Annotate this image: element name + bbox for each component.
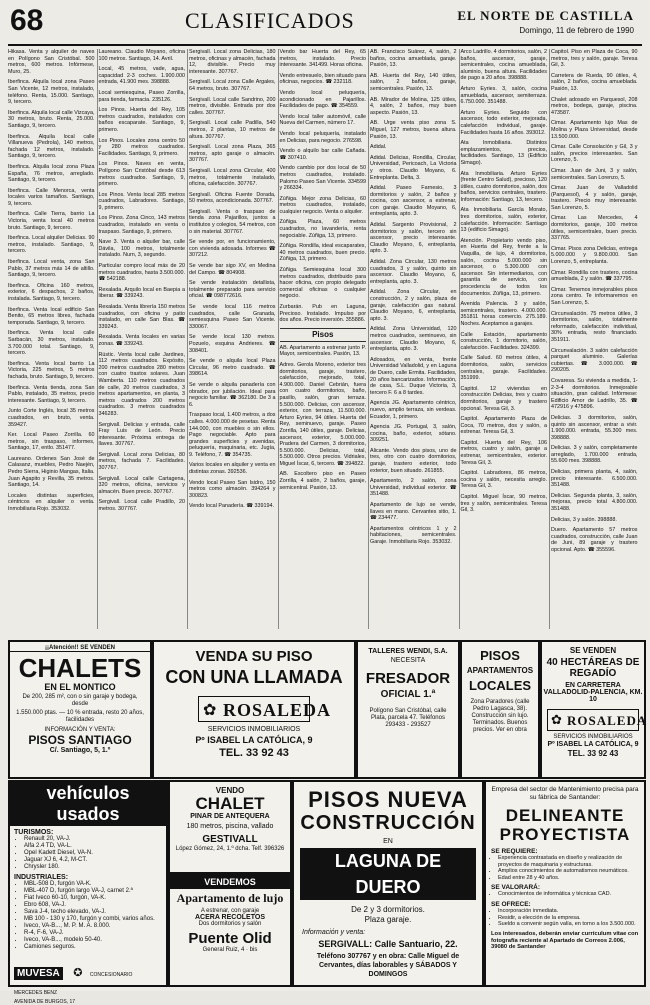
- classified-ad: Local semiesquina, Paseo Zorrilla, para tienda, farmacia. 235126.: [98, 89, 185, 103]
- classified-ad: Se vende local 130 metros. Pozuelo, esquina Andrieres. ☎ 308401.: [189, 334, 276, 354]
- delineante-requirements: [486, 855, 644, 881]
- classified-ad: Adidal. Delicias, Rondilla, Circular, Universidad, Pericoach, La Victoria y otros. Claudio Moyano, 6. Entreplanta. Delta, 3.: [370, 154, 457, 181]
- muvesa-footer: [14, 963, 162, 1005]
- classified-ad: Se vende por, en funcionamiento, con vivienda adosada. Informes ☎ 307212.: [189, 239, 276, 259]
- turismo-item: • Renault 20, VA-J.: [24, 836, 162, 843]
- column-separator: [187, 49, 188, 629]
- classified-ad: Agencia JG. Portugal, 3, salón, cocina, baño, exterior, sótano. 309251.: [370, 424, 457, 444]
- industrial-item: • Fiat Iveco 60-10, furgón, VA-K.: [24, 895, 162, 902]
- classified-ad: Zúñiga. Rondilla, ideal escaparates, 40 metros cuadrados, buen precio. Zúñiga, 13, primero.: [279, 243, 366, 263]
- classified-ad: Cimar. Rondilla con trastero, cocina amueblada, 2 y salón. ☎ 337795.: [551, 269, 638, 283]
- ad-lag-l6: Plaza garaje.: [364, 915, 412, 924]
- industrial-item: • Ebro 608, VA-J.: [24, 902, 162, 909]
- rosaleda-logo-icon: ✿: [203, 702, 217, 719]
- valued-item: • Conocimientos de informática y técnicas CAD.: [498, 891, 639, 898]
- classified-ad: Cimar. Pisos zona Delicias, entrega 5.000.000 y 9.800.000. San Lorenzo, 5, entreplanta.: [551, 245, 638, 266]
- ad-chalets-title: CHALETS: [18, 653, 142, 683]
- classified-ad: Capitol. Labradores, 86 metros, cocina y salón, necesita arreglo. Teresa Gil, 3.: [460, 470, 547, 490]
- ad-veh-tur-h: TURISMOS:: [14, 829, 54, 836]
- classified-ad: Iberfinca. Calle Menorca, venta locales varios tamaños. Santiago, 9, tercero.: [8, 187, 95, 207]
- ad-vehiculos: [8, 780, 168, 1005]
- classified-column-1: [8, 49, 95, 629]
- section-title: CLASIFICADOS: [185, 8, 355, 33]
- ad-pl-l4: Zona Paradores (calle Pedro Lagasca, 38). Construcción sin lujo. Terminados. Buenos precios. Ver en obra: [470, 699, 530, 733]
- classified-ad: Carretera de Rueda, 90 útiles, 4, salón, 2 baños, cocina amueblada. Pasión, 13.: [551, 72, 638, 92]
- ad-lujo-l5: Dos dormitorios y salón: [198, 921, 262, 927]
- classified-ad: Zúñiga. Mejor zona Delicias, 60 metros cuadrados, instalado, cualquier negocio. Venta o alquiler.: [279, 195, 366, 215]
- classified-ad: Adidal.: [370, 144, 387, 151]
- ad-chalets-l2: 1.550.000 ptas. — 10 % entrada, resto 20 años, facilidades: [16, 710, 144, 723]
- ad-chalets-l4: PISOS SANTIAGO: [28, 733, 132, 747]
- classified-ad: Sergivall. Local zona Delicias, 180 metros, oficinas y almacén, fachada 12, divisible. Precio muy interesante. 307767.: [189, 49, 276, 75]
- ad-talleres-l3: FRESADOR: [365, 670, 451, 687]
- classified-ad: Calle Salud. 60 metros útiles, 4 dormitorios, salón, servicios centrales, garaje. Facilidades. 351999.: [460, 355, 547, 382]
- header-rule: [8, 44, 642, 46]
- classified-column-5: [370, 49, 457, 629]
- classified-ad: Iberfinca. Alquila local calle Vizcaya, 30 metros, bruto. Renta, 25.000. Santiago, 9, tercero.: [8, 109, 95, 129]
- delineante-valued: [486, 891, 644, 898]
- classified-ad: Los Pinos. Naves en venta, Polígono San Cristóbal desde 613 metros cuadrados. Santiago, 9, primero.: [98, 161, 185, 188]
- ad-del-l3: SE REQUIERE:: [491, 848, 538, 855]
- classified-ad: Vendo local Panadería. ☎ 339194.: [189, 503, 274, 510]
- classified-ad: AB. Escoltero piso en Paseo Zorrilla, 4 salón, 2 baños, garaje, semicentral. Pasión, 13.: [279, 471, 366, 491]
- industrial-item: • MBL-407 D, furgón largo VA-J, carnet 2.ª: [24, 888, 162, 895]
- classified-ad: Iberfinca. Venta local edificio San Benito, 65 metros libres, fachada temporada. Santiago, 9, tercero.: [8, 306, 95, 326]
- classified-ad: Duero. Apartamento 57 metros cuadrados, construcción, calle Juan de Juni, 89 garaje y trastero opcional. Apto. ☎ 355596.: [551, 527, 638, 553]
- classified-ad: Adidal. Zona Circular, en construcción, 2 y salón, plaza de garaje, calefacción gas natural. Claudio Moyano, 6, entreplanta, apto. 3.: [370, 289, 457, 322]
- ad-veh-addr: AVENIDA DE BURGOS, 17: [14, 999, 76, 1005]
- ad-lujo-l1: VENDEMOS: [170, 876, 290, 889]
- classified-ad: Agencia JG. Apartamento céntrico, nuevo, amplio terraza, sin verdeas. Ecuador, 1, primero.: [370, 400, 457, 420]
- turismos-list: [10, 836, 166, 871]
- classified-ad: Capitol. Piso en Plaza de Coca, 90 metros, tres y salón, garaje. Teresa Gil, 3.: [551, 49, 638, 69]
- classified-ad: Cimar. Las Mercedes, 4 dormitorios, garaje, 100 metros útiles, semicentrales, buen precio. 337765.: [551, 215, 638, 242]
- ad-lujo-l3: A estrenar, con garaje: [200, 908, 260, 914]
- classified-ad: Nave 3. Venta o alquiler bar, calle Dávila, 100 metros, totalmente instalado. Nurn, 3, segundo.: [98, 239, 185, 259]
- rosaleda-logo-box: [198, 696, 332, 722]
- classified-ad: Delicias. 3 dormitorios, salón, quinto sin ascensor, entrar a vivir. 1.900.000. entrada, 55.300 mes. 398888.: [551, 414, 638, 441]
- classified-ad: Delicias, 3 y salón. 398888.: [551, 516, 617, 523]
- turismo-item: • Alfa 2.4 TD, VA-L.: [24, 843, 162, 850]
- classified-ad: Rústic. Venta local calle Jardines, 112 metros cuadrados. Expósito, 200 metros cuadrados 280 metros con cuatro trastos solares. Juan Wamberta. 110 metros cuadrados de calle, 20 metros cuadrados, 3 metros apartamentos, en planta, 3 metros cuadrados 200 metros cuadrados. 3 metros cuadrados 346283.: [98, 351, 185, 417]
- classified-column-3: [189, 49, 276, 629]
- classified-ad: Capitol. 12 viviendas en construcción Delicias, tres y cuatro dormitorios, garaje y trastero opcional. Teresa Gil, 3.: [460, 385, 547, 412]
- ad-lujo-l4: ACERA RECOLETOS: [194, 914, 265, 921]
- ad-cp-l2: CHALET: [195, 794, 265, 813]
- ad-hectareas: [540, 640, 646, 779]
- ad-veh-title2: usados: [56, 804, 120, 824]
- classified-ad: Sergivall. Local zona Plaza, 365 metros, apto garaje o almacén. 307767.: [189, 144, 276, 164]
- classified-ad: Iberfinca. Alquila local calle Villanueva (Pedrola), 140 metros, fachada 12 metros, instalado. Santiago, 9, tercero.: [8, 133, 95, 160]
- classified-ad: AB. Huerta del Rey, 140 útiles, salón, 2 baños, garaje, semicentrales. Pasión, 13.: [370, 72, 457, 92]
- classified-ad: Chalet adosado en Parquesol, 208 metros, bodega, garaje, piscina. 473587.: [551, 96, 638, 116]
- classified-ad: Rexalada. Arquilo local en Baepia a liberar. ☎ 339243.: [98, 286, 185, 300]
- offer-item: • Sueldo a convenir según valía, en torno a los 3.500.000.: [498, 921, 639, 928]
- classified-ad: Delicias. 3 y salón, completamente arreglado, 1.700.000 entrada, 55.600 mes. 398888.: [551, 445, 638, 465]
- ad-lujo-l7: General Ruiz, 4 · bis: [202, 947, 258, 953]
- ad-hect-l5: Pº ISABEL LA CATÓLICA, 9: [547, 741, 639, 748]
- classified-ad: Circunvalación. 3 salón calefacción parquet aluminio. Galerías cubiertas. ☎ 3.000.000. ☎ 290205.: [551, 347, 638, 374]
- ad-venda-l3: Pº ISABEL LA CATÓLICA, 9: [195, 735, 313, 745]
- ad-lag-l2: CONSTRUCCIÓN: [300, 812, 476, 834]
- classified-ad: Sergivall. Local zona Calle Argales, 64 metros, bruto. 307767.: [189, 79, 276, 92]
- classified-ad: Sergivall. Local zona Circular, 400 metros, totalmente instalado, oficina, calefacción. 307767.: [189, 167, 276, 188]
- ad-del-l4: SE VALORARÁ:: [491, 884, 540, 892]
- ad-cp-l6: López Gómez, 24, 1.º dcha. Telf. 396326: [175, 846, 285, 852]
- ad-pl-l2: APARTAMENTOS: [466, 666, 534, 675]
- classified-ad: Sergivall. Local calle Sandrino, 200 metros, divisible. Entrada por dos calles. 307767.: [189, 96, 276, 116]
- classified-ad: Adidal. Sargento Provisional, 2 dormitorios y salón, tercero sin ascensor, precio interesante. Claudio Moyano, 6, entreplanta, apto. 3.: [370, 222, 457, 255]
- classified-ad: Hikasa. Venta y alquiler de naves en Polígono San Cristóbal. 500 metros, 600 metros. Infórmese, Muro, 25.: [8, 49, 95, 75]
- classified-ad: Apartamentos céntricos 1 y 2 habitaciones, semicentrales. Garaje. Inmobiliaria Rojo. 353032.: [370, 525, 457, 545]
- classified-ad: Capitol. Huerta del Rey, 106 metros, cuatro y salón, garaje a estrenar, semicentrales, exterior. Teresa Gil, 3.: [460, 439, 547, 466]
- ad-hect-l2: 40 HECTÁREAS DE REGADÍO: [546, 657, 640, 679]
- column-separator: [97, 49, 98, 629]
- offer-item: • Residir, a elección de la empresa.: [498, 915, 639, 922]
- ad-apartamento-lujo: [168, 874, 292, 987]
- classified-column-6: [461, 49, 548, 629]
- classified-ad: Los Pinos. Zona Cinco, 143 metros cuadrados, instalado en venta o traspaso. Santiago, 9, primero.: [98, 215, 185, 235]
- classified-ad: Arturo Eyries. 3, salón, cocina amueblada, ascensor, semiterraza. 6.750.000. 351488.: [460, 85, 547, 106]
- classified-ad: Zurbarán. Pub en Laguna, Precioso. Instalado. Impulso por dos años. Precio inversión. 355886.: [279, 304, 366, 324]
- page-number: 68: [10, 4, 44, 37]
- ad-veh-title1: vehículos: [46, 783, 130, 803]
- classified-ad: Rexalada. Venta librería 150 metros cuadrados, con oficina y patio instalado, en calle San Blas. ☎ 339243.: [98, 304, 185, 330]
- classified-ad: Capitol. Miguel Íscar, 90 metros, tres y salón, semicentrales. Teresa Gil, 3.: [460, 494, 547, 514]
- industriales-list: [10, 881, 166, 951]
- classified-ad: Iberfinca. Venta local barrio La Victoria, 225 metros, 5 metros fachada, bruto. Santiago, 9, tercero.: [8, 360, 95, 380]
- section-heading-pisos: Pisos: [280, 328, 367, 342]
- ad-talleres-l5: Polígono San Cristóbal, calle Plata, parcela 47. Teléfonos 293433 - 293527: [369, 708, 447, 728]
- ad-venda-l1: VENDA SU PISO: [195, 648, 313, 665]
- classified-ad: Vendo bar Huerta del Rey, 65 metros, instalado. Precio interesante. 341499. Horas oficina.: [279, 49, 366, 69]
- rosaleda-logo-box-2: [547, 709, 648, 731]
- ad-lag-l8: SERGIVALL: Calle Santuario, 22.: [318, 939, 458, 949]
- classified-ad: Sergivall. Local calle Cartagena, 320 metros, oficina, servicios y almacén. Buen precio. 307767.: [98, 475, 185, 495]
- classified-ad: Alicante. Vendo dos pisos, uno de tres, otro con cuatro dormitorios, garaje, trastero exterior, todo exterior, buen situado. 261855.: [370, 447, 457, 474]
- classified-ad: Ker. Local Paseo Zorrilla. 60 metros, sin traspaso, informes, Santiago, 17, entlo. 351477.: [8, 432, 95, 452]
- ad-pl-l1: PISOS: [480, 648, 520, 663]
- ad-chalets-top: ¡¡Atención!! SE VENDEN: [10, 645, 150, 652]
- classified-ad: Delicias. Segunda planta, 3, salón, mejoras, precio total 4.800.000. 351488.: [551, 492, 638, 513]
- ad-lag-l3: EN: [383, 838, 393, 845]
- classified-ad: Laureano. Claudio Moyano, oficina 100 metros. Santiago, 14. Avril.: [98, 49, 185, 62]
- classified-ad: Los Pinos. Huerta del Rey, 105 metros cuadrados, instalados con baños escaparate. Santiago, 9, primero.: [98, 107, 185, 133]
- ad-cp-l3: PINAR DE ANTEQUERA: [190, 813, 270, 820]
- classified-ad: AB. Apartamento a estrenar junto P. Mayor, semicentrales. Pasión, 13.: [279, 344, 366, 358]
- ad-hect-l1: SE VENDEN: [569, 646, 617, 655]
- classified-ad: Se vende local 116 metros cuadrados, calle Granada, semiesquina Paseo San Vicente. 330067.: [189, 304, 276, 330]
- ad-del-l6: Los interesados, deberán enviar currículum vitae con fotografía reciente al Apartado de Correos 2.006, 39080 de Santander: [491, 930, 639, 951]
- classified-ad: Covaresa. Su vivienda a medida, 1-2-3-4 dormitorios. Inmejorable situación, gran calidad. Infórmese: Edificio Amor de Ladrillo, 35. ☎ 472916 y 475896.: [551, 377, 638, 411]
- classified-ad: Sergivall. Local zona Delicias, 80 metros, fachada 7. Facilidades. 307767.: [98, 451, 185, 472]
- column-separator: [368, 49, 369, 629]
- ad-del-l5: SE OFRECE:: [491, 900, 531, 908]
- classified-column-4: [280, 49, 367, 629]
- classified-ad: Cimar. Apartamento lujo Mas de Molina y Plaza Universidad, desde 13.500.000.: [551, 120, 638, 140]
- ad-laguna-duero: [292, 780, 484, 987]
- ad-chalets-l1: De 200, 285 m², con o sin garaje y bodega, desde: [22, 694, 138, 707]
- classified-ad: Arco Ladrillo. 4 dormitorios, salón, 2 baños, ascensor, garaje, semicentrales, cocina amueblada, aluminio, buena altura. Facilidades de pago a 20 años. 398888.: [460, 49, 547, 82]
- ad-lujo-l2: Apartamento de lujo: [176, 891, 284, 905]
- ad-venda-l4: TEL. 33 92 43: [219, 747, 289, 759]
- ad-hect-l6: TEL. 33 92 43: [567, 749, 619, 758]
- classified-ad: Iberfinca. Local venta, zona San Pablo, 37 metros más 14 de altillo. Santiago, 9, tercero.: [8, 259, 95, 279]
- classified-column-2: [99, 49, 186, 629]
- industrial-item: • MB 100 - 130 y 170, furgón y combi, varios años.: [24, 916, 162, 923]
- classified-ad: Adres. Gerola Moreno, exterior tres dormitorios, garaje, trastero, calefacción, mejorado, total, 4.900.000. Daniel Cebrián, fuera con cuatro dormitorios, baño, pasillo, salón, gran terraza. 5.500.000. Delicias, con ascensor, exterior, con terraza, 11.500.000. Arturo Eyries, 94 útiles. Huerta del Rey, seminuevo, garaje. Paseo Zorrilla, 140 útiles, garaje. Delicias, ascensor, exterior, 5.000.000. Pradera del Carmen, 3 dormitorios, 5.500.000. Delicias, total, 5.500.000. Otros precios. Vidriales, Miguel Íscar, 6, tercero. ☎ 394822.: [279, 361, 366, 467]
- classified-ad: Rexalada. Venta locales en varias zonas. ☎ 339243.: [98, 334, 185, 347]
- ad-hect-l4: SERVICIOS INMOBILIARIOS: [553, 734, 633, 740]
- requirement-item: • Amplios conocimientos de automatismos neumáticos.: [498, 868, 639, 875]
- classified-ad: Iberfinca. Local alquiler Delicias. 90 metros, instalado. Santiago, 9, tercero.: [8, 235, 95, 255]
- column-separator: [459, 49, 460, 629]
- classified-ad: Iberfinca. Venta local calle Sarbacán, 30 metros, instalado. 3.700.000 total. Santiago, 9, tercero.: [8, 330, 95, 357]
- newspaper-name: EL NORTE DE CASTILLA: [457, 8, 634, 23]
- classified-ad: Vendo cambio por dos local de 50 metros cuadrados, instalado. Palomo Paseo San Vicente. 334599 y 266334.: [279, 165, 367, 192]
- ad-pl-l3: LOCALES: [468, 678, 532, 693]
- ad-venda-logo: ROSALEDA: [223, 700, 332, 720]
- classified-ad: Varios locales en alquiler y venta en distintas zonas. 392536.: [189, 462, 276, 476]
- ad-lujo-l6: Puente Olid: [188, 930, 272, 947]
- classified-ad: Zúñiga. Semiesquina local 300 metros cuadrados, distribuido para hacer oficina, con propio delegado comercial oficinas o cualquier negocio.: [279, 267, 366, 300]
- classified-ad: Se vende instalación detallista, totalmente preparado para servicio oficial. ☎ 098772616.: [189, 280, 276, 300]
- ad-veh-dealer: MUVESA: [14, 967, 63, 980]
- classified-ad: Cimar. Juan de Juni, 3 y salón, semicentrales. San Lorenzo, 5.: [551, 167, 638, 181]
- ad-talleres-wendi: [356, 640, 460, 779]
- industrial-item: • Iveco, VA-B..., M. P. M. A. 8.000.: [24, 923, 162, 930]
- classified-ad: Traspaso local, 1.400 metros, a dos calles. 4.000.000 de pesetas. Renta 144.000, con muebles o sin ellos. Pago negociable. Apto para grandes superficies y avenidas, peluquería, maquinaria, etc. Jugía, 9. Teléfono, 7. ☎ 354735.: [189, 412, 276, 458]
- requirement-item: • Experiencia contrastada en diseño y realización de proyectos de maquinaria y estructuras.: [498, 855, 639, 868]
- classified-ad: Arturo Eyries. Seguido con ascensor, todo exterior, mejorada, calefacción individual, garaje. Facilidades hasta 16 años. 393012.: [460, 109, 547, 136]
- classified-ad: Vendo entresuelo, bien situado para oficinas, negocios. ☎ 232118.: [279, 72, 366, 86]
- classified-ad: Los Pinos. Locales zona centro 50 y 280 metros cuadrados. Facilidades. Santiago, 9, primero.: [98, 137, 185, 157]
- ad-talleres-l1: TALLERES WENDI, S.A.: [368, 648, 448, 655]
- classified-ad: Vendo local taller automóvil, calle Nueva del Carmen, número 17.: [279, 113, 366, 127]
- classified-ad: Vendo local peluquería, acondicionado en Pajarillos. Facilidades de pago. ☎ 354559.: [279, 89, 366, 110]
- industrial-item: • R-4, F-6, VA-J.: [24, 930, 162, 937]
- ad-cp-l5: GESTIVALL: [202, 834, 258, 845]
- classified-ad: Laureano. Ordenes San José de Calasanz, muebles, Pedro Naején, Pedro Sierra, Higinio Mangas, Italia. Juan Agapito y Revilla, 35 metros. Santiago, 14.: [8, 455, 95, 489]
- ad-talleres-l2: NECESITA: [390, 657, 426, 664]
- ad-lag-l1: PISOS NUEVA: [308, 787, 468, 812]
- classified-ad: Iberfinca. Calle Tierra, barrio La Victoria, venta local 40 metros bruto. Santiago, 9, tercero.: [8, 211, 95, 231]
- classified-ad: Atención. Propietario vendo piso, en Huerta del Rey, frente a la Vaquilla, de lujo, 4 dormitorios, salón, cocina 5.000.000 sin ascensor, o 5.300.000 con ascensor. Sin intermediarios, con garantía de servicio, con procedencia de todos los documentos. Zúñiga, 13, primero.: [460, 237, 547, 297]
- classified-ad: Zúñiga. Plaza, 60 metros cuadrados, no lavandería, renta negociable. Zúñiga, 13, primero.: [279, 219, 366, 239]
- classified-ad: Ata Inmobiliaria. García Morato, tres dormitorios, salón, exterior, calefacción. Información: Santiago 13 (edificio Simago).: [460, 207, 547, 234]
- ad-chalets-l5: C/. Santiago, 5, 1.º: [49, 747, 111, 754]
- ad-pisos-locales: [460, 640, 540, 779]
- classified-ad: Ata Inmobiliaria. Arturo Eyries (frente Centro Salud), precioso, 120 útiles, cuatro dormitorios, salón, dos baños, servicios centrales, trastero. Información: Santiago, 13, tercero.: [460, 170, 547, 203]
- column-separator: [549, 49, 550, 629]
- mercedes-star-icon: ✪: [73, 967, 83, 979]
- classified-ad: Calle Estación, apartamento construcción, 1 dormitorio, salón, calefacción. Facilidades. 324399.: [460, 331, 547, 351]
- classified-ad: AB. Francisco Suárez, 4, salón, 2 baños, cocina amueblada, garaje. Pasión, 13.: [370, 49, 457, 69]
- page-header: [0, 0, 650, 44]
- ad-venda-piso: [152, 640, 356, 779]
- ad-del-l1: Empresa del sector de Mantenimiento precisa para su fábrica de Santander:: [491, 786, 639, 801]
- classified-ad: Junto Corte Inglés, local 35 metros cuadrados, en bruto, venta. 359427.: [8, 408, 95, 428]
- classified-ad: Iberfinca. Oficina 160 metros, exterior, 6 despachos, 2 baños, instalada. Santiago, 9, tercero.: [8, 282, 95, 302]
- classified-ad: Iberfinca. Alquila local zona Plaza España, 76 metros, arreglado. Santiago, 9, tercero.: [8, 163, 95, 184]
- classified-columns: [8, 49, 642, 629]
- ad-veh-dealer2: CONCESIONARIO MERCEDES BENZ: [14, 972, 133, 996]
- ad-chalets-l3: INFORMACIÓN Y VENTA:: [44, 727, 116, 733]
- classified-ad: Adidal. Paseo Farnesio, 3 dormitorios y salón, 2 baños y cocina, con ascensor, a estrenar, con garaje. Claudio Moyano, 6, entreplanta, apto. 3.: [370, 185, 457, 218]
- turismo-item: • Jaguar XJ 6, 4.2, M-CT.: [24, 857, 162, 864]
- classified-ad: Se vende o alquila panadería con obrador, por jubilación. Ideal para negocio familiar. ☎ 362180. De 3 a 6.: [189, 381, 276, 408]
- classified-ad: AB. Urge venta piso zona S. Miguel, 127 metros, buena altura. Pasión, 13.: [370, 120, 457, 140]
- ad-venda-l1b: CON UNA LLAMADA: [165, 667, 343, 687]
- ad-veh-ind-h: INDUSTRIALES:: [14, 874, 69, 881]
- industrial-item: • MBL-508 D, furgón VA-K.: [24, 881, 162, 888]
- ad-delineante: [484, 780, 646, 987]
- classified-ad: Circunvalación. 75 metros útiles, 3 dormitorios, salón, totalmente reformado, calefacción individual, 30% entrada, resto financiado. 351911.: [551, 310, 638, 343]
- column-separator: [278, 49, 279, 629]
- ad-hect-logo: ROSALEDA: [567, 713, 648, 728]
- ad-del-l2: DELINEANTE PROYECTISTA: [499, 806, 631, 844]
- classified-ad: Sergivall. Venta o traspaso de tienda zona Pajarillos, juntos a institutos y colegios, 54 metros, con o sin material. 307767.: [189, 208, 276, 235]
- ad-chalets-sub: EN EL MONTICO: [44, 682, 116, 692]
- classified-ad: Los Pinos. Venta local 285 metros cuadrados, Labradores. Santiago, 9, primero.: [98, 191, 185, 211]
- classified-ad: AB. Mirador de Molina, 125 útiles, 4, salón, 2 baños, muy buen aspecto. Pasión, 13.: [370, 96, 457, 116]
- classified-ad: Vendo local Paseo San Isidro, 150 metros como almacén. 394264 y 300823.: [189, 479, 276, 499]
- classified-ad: Delicias, primera planta, 4, salón, precio interesante. 6.500.000. 351488.: [551, 469, 638, 489]
- classified-ad: Vendo o alquilo bar calle Cañada. ☎ 307410.: [279, 148, 366, 161]
- classified-ad: Iberfinca. Alquila local zona Paseo San Vicente, 12 metros, instalado, teléfono. Renta, 15.000. Santiago, 9, tercero.: [8, 79, 95, 106]
- classified-ad: Adidal. Zona Universidad, 120 metros cuadrados, seminuevo, sin ascensor. Claudio Moyano, 6, entreplanta, apto. 3.: [370, 326, 457, 353]
- industrial-item: • Iveco, VA-B..., modelo 50-40.: [24, 937, 162, 944]
- classified-ad: Avenida Palencia. 3 y salón, semicentrales, trastero. 4.000.000. 351811 horas comercio. 275.189. Noches. Aceptamos a garajes.: [460, 301, 547, 327]
- ad-hect-l3: EN CARRETERA VALLADOLID-PALENCIA, KM. 10: [543, 682, 643, 703]
- classified-ad: Sergivall. Local calle Pradillo, 20 metros. 307767.: [98, 499, 185, 513]
- issue-date: Domingo, 11 de febrero de 1990: [519, 26, 634, 35]
- classified-ad: Adidal. Zona Circular, 130 metros cuadrados, 3 y salón, quinto sin ascensor. Claudio Moyano, 6, entreplanta, apto. 3.: [370, 259, 457, 285]
- classified-ad: Particular compro local más de 20 metros cuadrados, hasta 3.500.000. ☎ 542188.: [98, 263, 185, 283]
- industrial-item: • Sava J-4, techo elevado, VA-J.: [24, 909, 162, 916]
- classified-ad: Se vende o alquila local Plaza Circular, 96 metro cuadrado. ☎ 398614.: [189, 358, 276, 378]
- ad-lag-l5: De 2 y 3 dormitorios.: [351, 905, 425, 914]
- classified-ad: Se vende bar sigo XV, en Medina del Campo. ☎ 804908.: [189, 263, 276, 276]
- turismo-item: • Opel Kadett Diesel, VA-N.: [24, 850, 162, 857]
- ad-lag-l9: Teléfono 307767 y en obra: Calle Miguel de Cervantes, días laborables y SÁBADOS Y DOMINGOS: [316, 953, 460, 978]
- classified-ad: Apartamento, 2 salón, zona Universidad, individual exterior. ☎ 351488.: [370, 478, 457, 498]
- classified-ad: Sergivall. Local calle Padilla, 540 metros, 2 plantas, 10 metros de altura. 307767.: [189, 120, 276, 140]
- classified-column-7: [551, 49, 638, 629]
- offer-item: • Incorporación inmediata.: [498, 908, 639, 915]
- rosaleda-logo-icon-2: ✿: [551, 712, 562, 727]
- classified-ad: Cimar. Tenemos inmejorables pisos zona centro. Te informaremos en San Lorenzo, 5.: [551, 286, 638, 306]
- classified-ad: Iberfinca. Venta tienda, zona San Pablo, instalado, 35 metros, precio interesante. Santiago, 9, tercero.: [8, 384, 95, 404]
- ad-cp-l1: VENDO: [215, 786, 245, 795]
- classified-ad: Cimar. Juan de Valladolid (Parquesol), 4 y salón, garaje, trastero. Precio muy interesante. San Lorenzo, 5.: [551, 185, 638, 211]
- ad-lag-l4: LAGUNA DE DUERO: [300, 848, 476, 900]
- classified-ad: Capitol. Apartamento Plaza de Coca, 70 metros, dos y salón, a estrenar. Teresa Gil, 3.: [460, 416, 547, 436]
- ad-chalets: [8, 640, 152, 779]
- classified-ad: Cimar. Calle Consolación y Gil, 3 y salón, precios interesantes. San Lorenzo, 5.: [551, 144, 638, 164]
- industrial-item: • Camiones seguros.: [24, 944, 162, 951]
- classified-ad: Local, 45 metros, vade, agua, capacidad 2-3 coches. 1.900.000 entrada, 41.900 mes. 398888.: [98, 66, 185, 86]
- classified-ad: Locales distintas superficies, céntricos en alquiler o venta. Inmobiliaria Rojo. 353032.: [8, 492, 95, 513]
- classified-ad: Adosados, en venta, frente Universidad Valladolid, y en Laguna de Duero, calle Ermita. Facilidades, 20 años bancarizados. Información, de casa, S.L. Duque Victoria, 3, tercero F. 6 a 8 tardes.: [370, 356, 457, 396]
- classified-ad: Sergivall. Delicias y entrada, calle Fray Luis de León. Precio interesante. Próxima entrega de llaves. 307767.: [98, 421, 185, 448]
- ad-talleres-l4: OFICIAL 1.ª: [380, 689, 436, 700]
- ad-chalet-pinar: [168, 780, 292, 874]
- classified-ad: Apartamento de lujo se vende, llaves en mano. Cervantes sitio, 1. ☎ 234477.: [370, 502, 457, 522]
- turismo-item: • Chrysler 180.: [24, 864, 162, 871]
- requirement-item: • Edad entre 28 y 40 años.: [498, 875, 639, 882]
- ad-lag-l7: Información y venta:: [302, 929, 366, 936]
- ad-venda-l2: SERVICIOS INMOBILIARIOS: [207, 726, 301, 733]
- delineante-offer: [486, 908, 644, 928]
- vehiculos-banner: [10, 782, 166, 826]
- classified-ad: Vendo local peluquería, instalado en Delicias, para negocio. 276598.: [279, 130, 366, 144]
- classified-ad: Ata Inmobiliaria. Distintos emplazamientos, precios, facilidades. Santiago, 13 (Edificio Simago).: [460, 140, 547, 166]
- ad-cp-l4: 180 metros, piscina, vallado: [186, 823, 274, 830]
- classified-ad: Sergivall. Oficina Fuente Dorada, 50 metros, acondicionada. 307767.: [189, 191, 276, 205]
